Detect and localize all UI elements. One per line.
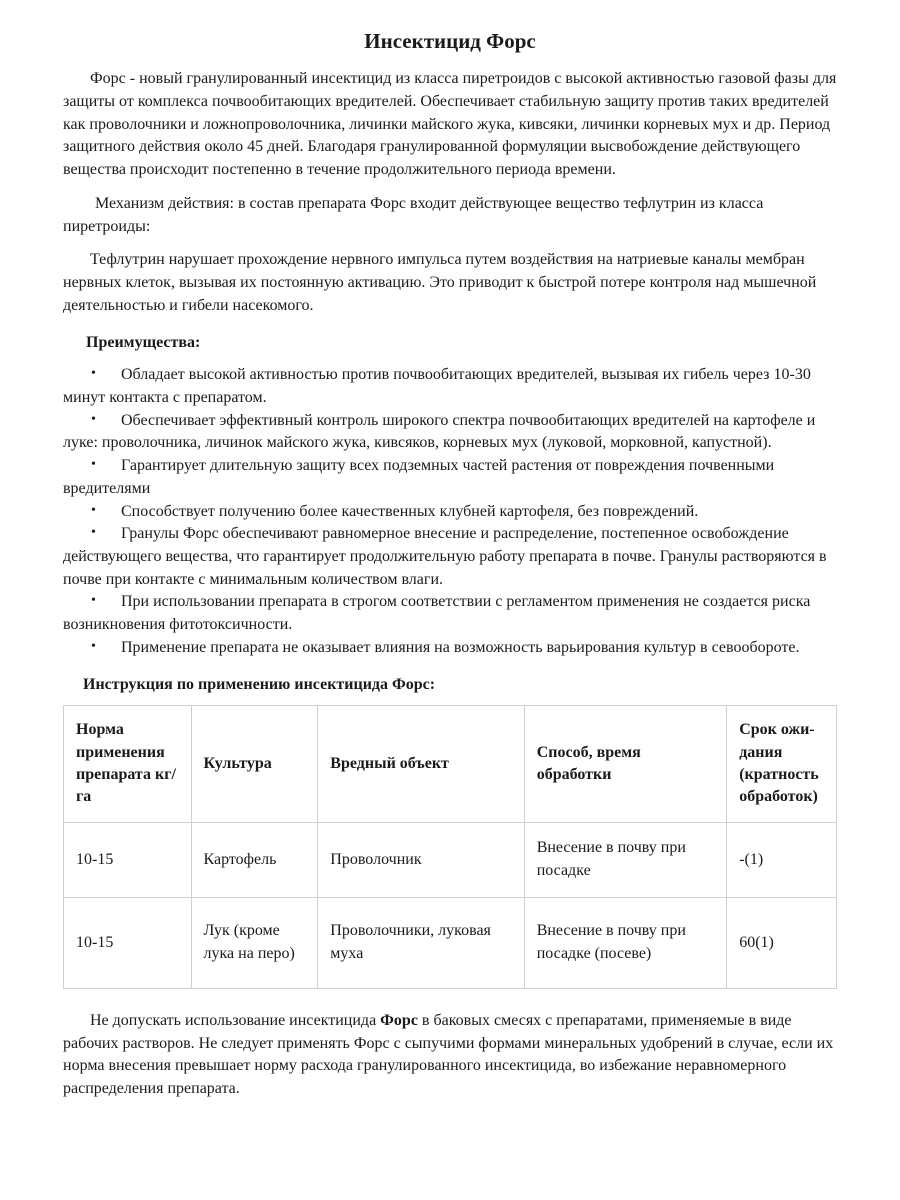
table-header-pest: Вредный объект — [318, 706, 524, 823]
table-header-rate: Норма применения препарата кг/га — [64, 706, 192, 823]
list-item — [63, 523, 837, 591]
table-header-row — [64, 706, 837, 823]
teflutrin-paragraph: Тефлутрин нарушает прохождение нервного импульса путем воздействия на натриевые каналы мембран нервных клеток, вызывая их постоянную активацию. Это приводит к быстрой потере контроля над мышечной деятельностью и гибели насекомого. — [63, 251, 817, 314]
advantages-heading: Преимущества: — [86, 334, 201, 352]
list-item-text: Обладает высокой активностью против почвообитающих вредителей, вызывая их гибель через 10-30 минут контакта с препаратом. — [63, 366, 811, 406]
list-item — [63, 410, 837, 455]
cell-rate: 10-15 — [64, 897, 192, 988]
list-item-text: Гранулы Форс обеспечивают равномерное внесение и распределение, постепенное освобождение действующего вещества, что гарантирует продолжительную работу препарата в почве. Гранулы растворяются в почве при контакте с минимальным количеством влаги. — [63, 525, 827, 588]
cell-waiting: 60(1) — [727, 897, 837, 988]
bullet-icon: • — [91, 638, 96, 654]
cell-pest: Проволочники, луковая муха — [318, 897, 524, 988]
cell-rate: 10-15 — [64, 822, 192, 897]
instruction-heading: Инструкция по применению инсектицида Форс: — [83, 675, 436, 693]
list-item — [63, 455, 837, 500]
cell-waiting: -(1) — [727, 822, 837, 897]
list-item-text: Обеспечивает эффективный контроль широкого спектра почвообитающих вредителей на картофеле и луке: проволочника, личинок майского жука, кивсяков, корневых мух (луковой, морковной, капустной). — [63, 411, 816, 452]
list-item — [63, 637, 837, 660]
list-item — [63, 501, 837, 524]
list-item-text: При использовании препарата в строгом соответствии с регламентом применения не создается риска возникновения фитотоксичности. — [63, 593, 811, 634]
bullet-icon: • — [91, 593, 96, 609]
table-header-method: Способ, время обработки — [524, 706, 727, 823]
list-item-text: Способствует получению более качественных клубней картофеля, без повреждений. — [121, 502, 699, 520]
cell-culture: Картофель — [191, 822, 318, 897]
advantages-list — [63, 364, 837, 659]
mechanism-paragraph: Механизм действия: в состав препарата Форс входит действующее вещество тефлутрин из класса пиретроиды: — [63, 194, 764, 235]
bullet-icon: • — [91, 411, 96, 427]
closing-text-before: Не допускать использование инсектицида — [90, 1011, 381, 1029]
list-item-text: Гарантирует длительную защиту всех подземных частей растения от повреждения почвенными вредителями — [63, 457, 775, 497]
table-row — [64, 822, 837, 897]
table-header-waiting: Срок ожи-дания (кратность обработок) — [727, 706, 837, 823]
list-item — [63, 591, 837, 636]
cell-method: Внесение в почву при посадке (посеве) — [524, 897, 727, 988]
bullet-icon: • — [91, 502, 96, 518]
bullet-icon: • — [91, 525, 96, 541]
cell-culture: Лук (кроме лука на перо) — [191, 897, 318, 988]
list-item-text: Применение препарата не оказывает влияния на возможность варьирования культур в севообороте. — [121, 638, 800, 656]
closing-brand-name: Форс — [380, 1011, 418, 1029]
list-item — [63, 364, 837, 409]
table-header-culture: Культура — [191, 706, 318, 823]
usage-table — [63, 705, 837, 989]
closing-paragraph — [63, 1010, 837, 1101]
closing-text-after: в баковых смесях с препаратами, применяемые в виде рабочих растворов. Не следует применять Форс с сыпучими формами минеральных удобрений в случае, если их норма внесения превышает норму расхода гранулированного инсектицида, во избежание неравномерного распределения препарата. — [63, 1011, 834, 1097]
cell-method: Внесение в почву при посадке — [524, 822, 727, 897]
bullet-icon: • — [91, 457, 96, 473]
bullet-icon: • — [91, 366, 96, 382]
table-row — [64, 897, 837, 988]
cell-pest: Проволочник — [318, 822, 524, 897]
page-title: Инсектицид Форс — [364, 29, 536, 53]
intro-paragraph: Форс - новый гранулированный инсектицид из класса пиретроидов с высокой активностью газовой фазы для защиты от комплекса почвообитающих вредителей. Обеспечивает стабильную защиту против таких вредителей как проволочники и ложнопроволочника, личинки майского жука, кивсяки, личинки корневых мух и др. Период защитного действия около 45 дней. Благодаря гранулированной формуляции высвобождение действующего вещества происходит постепенно в течение продолжительного периода времени. — [63, 70, 837, 179]
